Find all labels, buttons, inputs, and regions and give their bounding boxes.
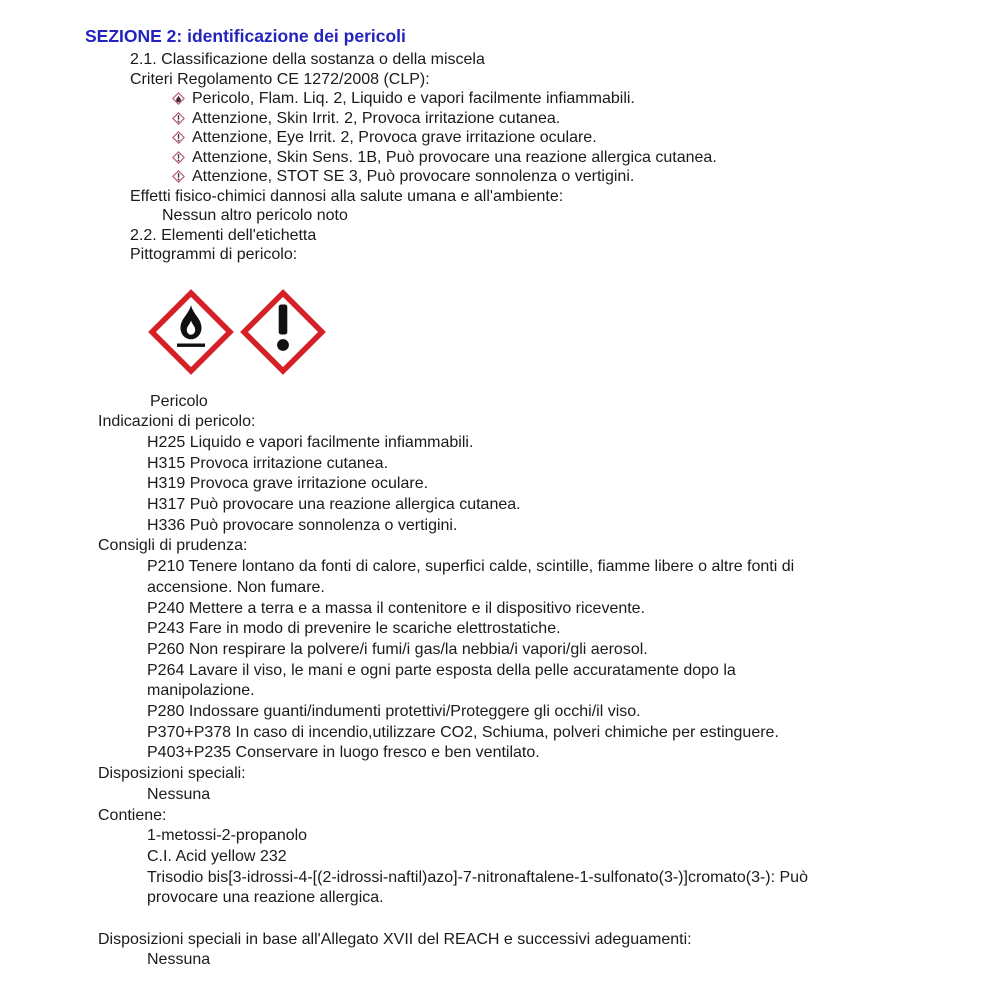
hazard-statement: H319 Provoca grave irritazione oculare. [147,475,429,493]
precautionary-heading: Consigli di prudenza: [98,537,248,555]
precautionary-statement: P264 Lavare il viso, le mani e ogni parte esposta della pelle accuratamente dopo la [147,661,736,679]
hazard-class-text: Attenzione, Eye Irrit. 2, Provoca grave irritazione oculare. [192,129,597,146]
ghs-exclamation-mini-icon [172,131,185,144]
contains-substance: Trisodio bis[3-idrossi-4-[(2-idrossi-naftil)azo]-7-nitronaftalene-1-sulfonato(3-)]cromato(3-): Può [147,868,808,886]
ghs-exclamation-pictogram [240,289,326,375]
physico-chemical-effects-value: Nessun altro pericolo noto [162,207,348,224]
hazard-statement: H315 Provoca irritazione cutanea. [147,454,389,472]
hazard-statements-heading: Indicazioni di pericolo: [98,413,256,431]
contains-substance: C.I. Acid yellow 232 [147,847,287,865]
special-provisions-heading: Disposizioni speciali: [98,765,246,783]
hazard-class-text: Attenzione, Skin Irrit. 2, Provoca irritazione cutanea. [192,109,561,127]
hazard-class-item [172,167,1000,187]
contains-substance: 1-metossi-2-propanolo [147,827,308,845]
precautionary-statement: P260 Non respirare la polvere/i fumi/i gas/la nebbia/i vapori/gli aerosol. [147,640,648,658]
hazard-class-item [172,128,1000,148]
hazard-statement: H336 Può provocare sonnolenza o vertigini. [147,516,458,534]
contains-substance-continuation: provocare una reazione allergica. [147,889,384,907]
precautionary-statement: P210 Tenere lontano da fonti di calore, superfici calde, scintille, fiamme libere o altre fonti di [147,558,795,576]
hazard-class-text: Attenzione, Skin Sens. 1B, Può provocare una reazione allergica cutanea. [192,148,717,166]
signal-word: Pericolo [150,392,208,410]
ghs-exclamation-mini-icon [172,112,185,125]
hazard-statement: H225 Liquido e vapori facilmente infiammabili. [147,433,474,451]
precautionary-statement: P243 Fare in modo di prevenire le scariche elettrostatiche. [147,620,561,638]
physico-chemical-effects-label: Effetti fisico-chimici dannosi alla salute umana e all'ambiente: [130,187,564,205]
ghs-flame-mini-icon [172,92,185,105]
reach-annex-heading: Disposizioni speciali in base all'Allegato XVII del REACH e successivi adeguamenti: [98,930,692,948]
precautionary-statement-continuation: accensione. Non fumare. [147,578,325,596]
ghs-exclamation-mini-icon [172,170,185,183]
hazard-statement: H317 Può provocare una reazione allergica cutanea. [147,496,521,514]
classification-block [0,50,1000,265]
special-provisions-value: Nessuna [147,785,211,803]
hazard-class-item [172,89,1000,109]
precautionary-statement: P240 Mettere a terra e a massa il contenitore e il dispositivo ricevente. [147,599,646,617]
precautionary-statement-continuation: manipolazione. [147,682,255,700]
hazard-class-text: Pericolo, Flam. Liq. 2, Liquido e vapori facilmente infiammabili. [192,90,635,107]
ghs-flame-pictogram [148,289,234,375]
precautionary-statement: P403+P235 Conservare in luogo fresco e ben ventilato. [147,744,540,762]
subsection-2-2-heading: 2.2. Elementi dell'etichetta [130,226,317,244]
reach-annex-value: Nessuna [147,951,211,969]
subsection-2-1-heading: 2.1. Classificazione della sostanza o della miscela [130,51,485,68]
contains-heading: Contiene: [98,806,167,824]
clp-criteria-label: Criteri Regolamento CE 1272/2008 (CLP): [130,70,430,88]
precautionary-statement: P280 Indossare guanti/indumenti protettivi/Proteggere gli occhi/il viso. [147,703,641,721]
precautionary-statement: P370+P378 In caso di incendio,utilizzare CO2, Schiuma, polveri chimiche per estinguere. [147,723,779,741]
section-title: SEZIONE 2: identificazione dei pericoli [85,26,406,46]
pictograms-label: Pittogrammi di pericolo: [130,246,298,263]
hazard-class-item [172,148,1000,168]
hazard-class-text: Attenzione, STOT SE 3, Può provocare sonnolenza o vertigini. [192,168,635,185]
ghs-exclamation-mini-icon [172,151,185,164]
statements-block [0,412,1000,971]
blank-line [0,909,1000,930]
ghs-pictogram-row [148,289,1000,375]
hazard-class-item [172,109,1000,129]
